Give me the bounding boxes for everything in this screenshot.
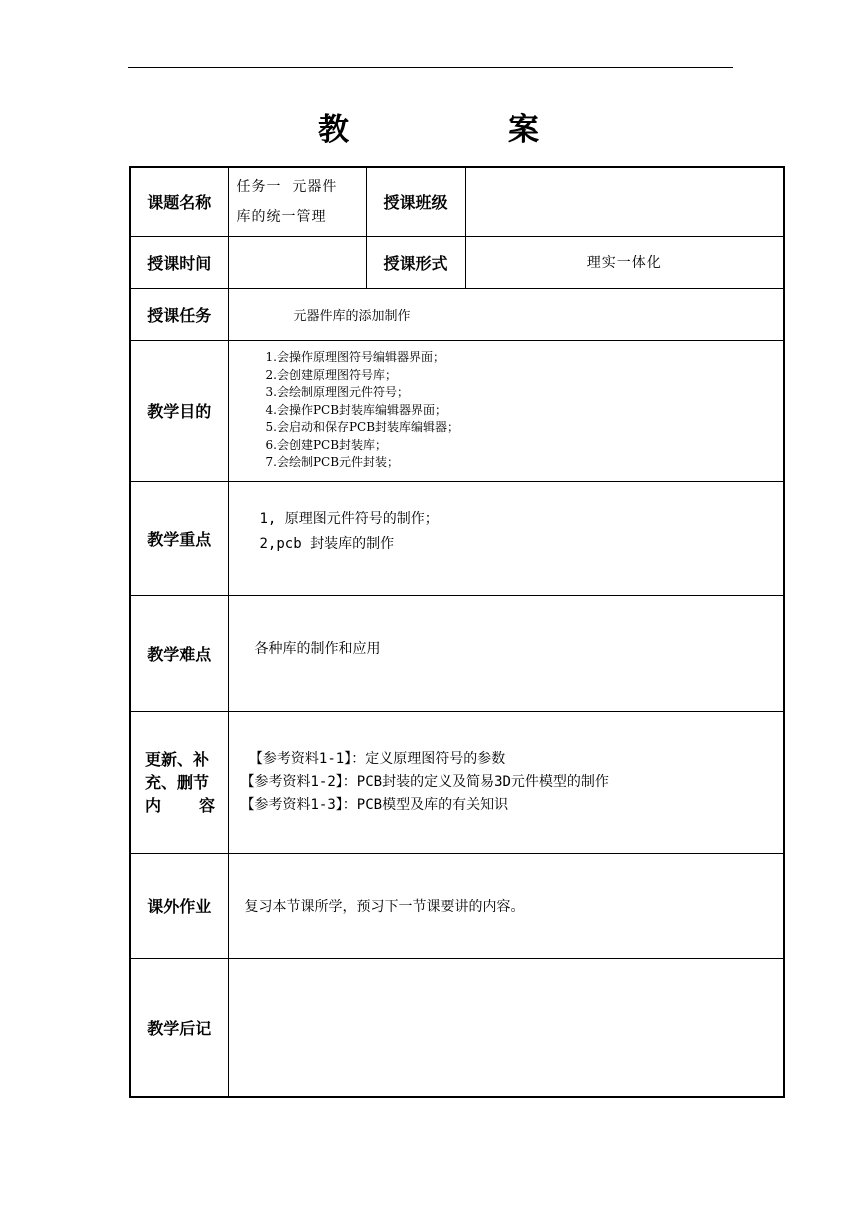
difficulty-text: 各种库的制作和应用 — [254, 641, 381, 657]
goal-item: 2.会创建原理图符号库； — [265, 367, 397, 382]
reference-item: 【参考资料1-1】：定义原理图符号的参数 — [240, 750, 506, 767]
form-label: 授课形式 — [366, 236, 465, 288]
header-rule — [128, 67, 733, 68]
goal-item: 5.会启动和保存PCB封装库编辑器； — [265, 420, 460, 435]
homework-label: 课外作业 — [130, 853, 228, 958]
row-difficulty — [130, 595, 784, 711]
time-label: 授课时间 — [130, 236, 228, 288]
topic-value — [228, 167, 366, 236]
lesson-plan-table — [129, 166, 785, 1098]
goals-label: 教学目的 — [130, 340, 228, 481]
row-task — [130, 288, 784, 340]
row-time — [130, 236, 784, 288]
references-list — [228, 711, 784, 853]
row-supplement — [130, 711, 784, 853]
time-value — [228, 236, 366, 288]
supplement-label-line3 — [145, 794, 215, 817]
task-value: 元器件库的添加制作 — [228, 288, 784, 340]
class-value — [465, 167, 784, 236]
homework-value: 复习本节课所学，预习下一节课要讲的内容。 — [228, 853, 784, 958]
topic-label: 课题名称 — [130, 167, 228, 236]
document-title — [0, 104, 860, 148]
row-topic — [130, 167, 784, 236]
key-points-list — [228, 481, 784, 595]
key-point-item: 2,pcb 封装库的制作 — [259, 536, 395, 552]
goal-item: 1.会操作原理图符号编辑器界面； — [265, 350, 445, 365]
supplement-label-line3a: 内 — [145, 795, 162, 815]
row-goals — [130, 340, 784, 481]
row-postscript — [130, 958, 784, 1097]
topic-value-line2: 库的统一管理 — [236, 208, 327, 225]
form-value: 理实一体化 — [465, 236, 784, 288]
row-key-points — [130, 481, 784, 595]
title-char-right: 案 — [508, 112, 539, 148]
row-homework — [130, 853, 784, 958]
supplement-label-line2: 充、删节 — [145, 772, 210, 792]
supplement-label-line1: 更新、补 — [145, 749, 210, 769]
task-label: 授课任务 — [130, 288, 228, 340]
reference-item: 【参考资料1-2】：PCB封装的定义及简易3D元件模型的制作 — [240, 773, 609, 790]
postscript-value — [228, 958, 784, 1097]
goals-list — [228, 340, 784, 481]
key-points-label: 教学重点 — [130, 481, 228, 595]
class-label: 授课班级 — [366, 167, 465, 236]
postscript-label: 教学后记 — [130, 958, 228, 1097]
goal-item: 6.会创建PCB封装库； — [265, 437, 388, 452]
key-point-item: 1, 原理图元件符号的制作； — [259, 511, 439, 527]
topic-value-line1: 任务一 元器件 — [236, 178, 338, 195]
supplement-label — [130, 711, 228, 853]
goal-item: 7.会绘制PCB元件封装； — [265, 455, 400, 470]
title-char-left: 教 — [318, 112, 349, 148]
reference-item: 【参考资料1-3】：PCB模型及库的有关知识 — [240, 796, 509, 813]
goal-item: 4.会操作PCB封装库编辑器界面； — [265, 402, 448, 417]
difficulty-value — [228, 595, 784, 711]
goal-item: 3.会绘制原理图元件符号； — [265, 385, 409, 400]
supplement-label-line3b: 容 — [198, 795, 215, 815]
difficulty-label: 教学难点 — [130, 595, 228, 711]
